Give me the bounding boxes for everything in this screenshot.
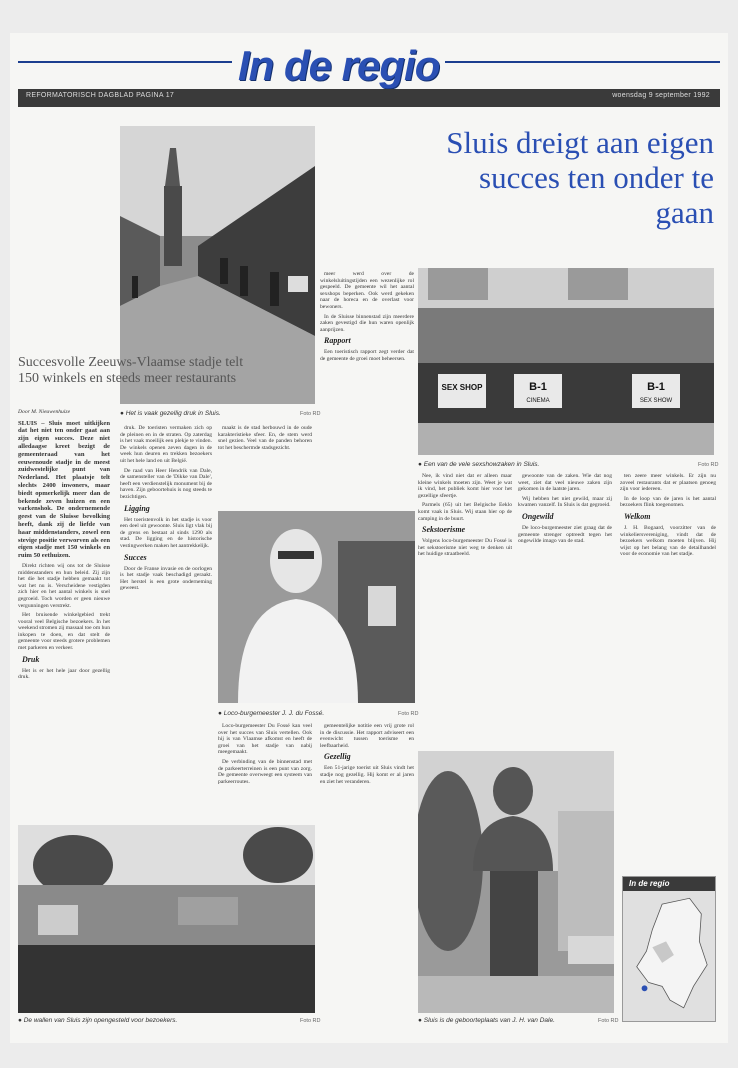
paragraph: Het bruisende winkelgebied trekt vooral veel Belgische bezoekers. In het weekend stromen zij massaal toe om hun inkopen te doen, en dat stelt de gemeente voor steeds grotere problemen met parkeren en verkeer. bbox=[18, 612, 110, 652]
paragraph: druk. De toeristen vermaken zich op de pleinen en in de straten. Op zaterdag is het vaak moeilijk een plekje te vinden. De winkels openen zeven dagen in de week hun deuren en trekken bezoekers uit het hele land en uit België. bbox=[120, 425, 212, 464]
mayor-photo bbox=[218, 511, 415, 703]
intertitle-ligging: Ligging bbox=[124, 503, 150, 513]
intertitle-rapport: Rapport bbox=[324, 336, 351, 346]
credit-shops: Foto RD bbox=[698, 462, 719, 468]
byline: Door M. Nieuwenhuize bbox=[18, 409, 71, 415]
headline: Sluis dreigt aan eigen succes ten onder te gaan bbox=[446, 125, 714, 230]
credit-moat: Foto RD bbox=[300, 1018, 321, 1024]
paragraph: Door de Franse invasie en de oorlogen is het stadje vaak beschadigd geraakt. Het herstel is een grote onderneming geweest. bbox=[120, 565, 212, 592]
intertitle-welkom: Welkom bbox=[624, 511, 651, 521]
caption-street: ● Het is vaak gezellig druk in Sluis. bbox=[120, 410, 221, 417]
lead-paragraph: SLUIS – Sluis moet uitkijken dat het niet ten onder gaat aan zijn eigen succes. Deze niet alledaagse kreet bezigt de gemeenteraad van het eeuwenoude stadje in de meest zuidwestelijke punt van Nederland. Het plaatsje telt slechts 2400 inwoners, maar biedt opmerkelijk meer dan de bekende zeven huizen en een varkenshok. De ondernemende geest van de Sluisse bevolking heeft, dank zij de liefde van haar middenstanders, zowel een stevige positie verworven als een eigen stadje met 150 winkels en ruim 50 eethuizen. bbox=[18, 419, 110, 560]
paragraph: Volgens loco-burgemeester Du Fossé is het sekstoerisme niet weg te denken uit het huidige straatbeeld. bbox=[418, 538, 512, 558]
masthead-bar bbox=[18, 89, 720, 107]
sign-b1-right: B-1 bbox=[647, 381, 665, 393]
map-title: In de regio bbox=[623, 877, 715, 891]
column-3b bbox=[218, 723, 312, 819]
caption-moat: ● De wallen van Sluis zijn opengesteld voor bezoekers. bbox=[18, 1017, 178, 1024]
paragraph: Loco-burgemeester Du Fossé kan veel over het succes van Sluis vertellen. Ook hij is van Vlaamse afkomst en heeft de groei van het stadje van nabij meegemaakt. bbox=[218, 723, 312, 756]
caption-mayor: ● Loco-burgemeester J. J. du Fossé. bbox=[218, 710, 325, 717]
column-3a bbox=[218, 425, 312, 505]
sign-sexshow: SEX SHOW bbox=[639, 398, 673, 404]
credit-street: Foto RD bbox=[300, 411, 321, 417]
credit-mayor: Foto RD bbox=[398, 711, 419, 717]
paragraph: J. H. Bogaard, voorzitter van de winkeliersvereniging, vindt dat de bezoekers welkom moeten blijven. Hij wijst op het belang van de detailhandel voor de economie van het stadje. bbox=[620, 524, 716, 558]
paragraph: gewoonte van de zaken. Wie dat nog weet, ziet dat veel nieuwe zaken zijn gekomen in de laatste jaren. bbox=[518, 473, 612, 493]
column-4a bbox=[320, 271, 414, 506]
intertitle-succes: Succes bbox=[124, 552, 147, 562]
paragraph: In de loop van de jaren is het aantal bezoekers flink toegenomen. bbox=[620, 495, 716, 509]
paper-name: REFORMATORISCH DAGBLAD PAGINA 17 bbox=[26, 92, 175, 99]
paragraph: In de Sluisse binnenstad zijn meerdere zaken gevestigd die hun waren openlijk aanprijzen. bbox=[320, 313, 414, 333]
sign-sexshop: SEX SHOP bbox=[441, 383, 483, 392]
caption-statue: ● Sluis is de geboorteplaats van J. H. van Dale. bbox=[418, 1017, 555, 1024]
statue-photo bbox=[418, 751, 614, 1013]
shops-photo bbox=[418, 268, 714, 455]
column-4b bbox=[320, 723, 414, 1019]
paragraph: Een 51-jarige toerist uit Sluis vindt het stadje nog gezellig. Hij komt er al jaren en ziet het veranderen. bbox=[320, 765, 414, 785]
section-logo: In de regio bbox=[232, 41, 445, 91]
sign-b1-left: B-1 bbox=[529, 381, 547, 393]
column-1 bbox=[18, 409, 110, 819]
paragraph: Het is er het hele jaar door gezellig druk. bbox=[18, 667, 110, 681]
sign-cinema: CINEMA bbox=[526, 398, 550, 404]
caption-shops: ● Een van de vele sexshowzaken in Sluis. bbox=[418, 461, 540, 468]
paragraph: Wij hebben het niet gewild, maar zij kwamen vanzelf. In Sluis is dat gegroeid. bbox=[518, 495, 612, 509]
column-6 bbox=[518, 473, 612, 745]
paragraph: ten zeere meer winkels. Er zijn nu zoveel restaurants dat er plaatsen genoeg zijn voor iedereen. bbox=[620, 473, 716, 493]
region-map bbox=[622, 876, 716, 1022]
netherlands-map-icon bbox=[623, 891, 715, 1021]
paragraph: meer werd over de winkelsluitingstijden een wezenlijke rol gespeeld. De gemeente wil het aantal sexshops beperken. Ook werd gekeken naar de horeca en de overlast voor bewoners. bbox=[320, 271, 414, 310]
newspaper-page bbox=[10, 33, 728, 1043]
intertitle-ongewild: Ongewild bbox=[522, 511, 554, 521]
column-7 bbox=[620, 473, 716, 869]
intertitle-gezellig: Gezellig bbox=[324, 752, 351, 762]
subhead: Succesvolle Zeeuws-Vlaamse stadje telt 150 winkels en steeds meer restaurants bbox=[18, 355, 244, 386]
paragraph: Nee, ik vind niet dat er alleen maar kleine winkels moeten zijn. Weet je wat ik vind, het publiek komt hier voor het gezellige sfeertje. bbox=[418, 473, 512, 499]
credit-statue: Foto RD bbox=[598, 1018, 619, 1024]
issue-date: woensdag 9 september 1992 bbox=[612, 92, 710, 99]
paragraph: De loco-burgemeester ziet graag dat de gemeente strenger optreedt tegen het ongewilde imago van de stad. bbox=[518, 524, 612, 545]
paragraph: Een toeristisch rapport zegt verder dat de gemeente de groei moet beheersen. bbox=[320, 349, 414, 362]
paragraph: Het toeristenvolk in het stadje is voor een deel uit gewoonte. Sluis ligt vlak bij de grens en bestaat al sinds 1290 als stad. De ligging en de historische vestingwerken maken het aantrekkelijk. bbox=[120, 516, 212, 549]
intertitle-druk: Druk bbox=[22, 654, 40, 664]
paragraph: gemeentelijke notitie een vrij grote rol in de discussie. Het rapport adviseert een evenwicht tussen toerisme en leefbaarheid. bbox=[320, 723, 414, 749]
paragraph: maakt is de stad herbouwd in de oude karakteristieke sfeer. En, de stem werd snel gezien. Veel van de panden behoren tot het beschermde stadsgezicht. bbox=[218, 425, 312, 451]
paragraph: Direkt richten wij ons tot de Sluisse middenstanders en hun beleid. Zij zijn het die het stadje hebben gemaakt tot wat het nu is. Verscheidene vestigden zich hier en het aantal winkels is snel gegroeid. Toch worden er geen nieuwe vergunningen verstrekt. bbox=[18, 562, 110, 609]
moat-photo bbox=[18, 825, 315, 1013]
paragraph: De verbinding van de binnenstad met de parkeerterreinen is een punt van zorg. De gemeente overweegt een systeem van parkeerroutes. bbox=[218, 758, 312, 785]
column-5 bbox=[418, 473, 512, 745]
column-2 bbox=[120, 425, 212, 819]
intertitle-sekstoerisme: Sekstoerisme bbox=[422, 525, 466, 535]
paragraph: De raad van Heer Hendrik van Dale, de samensteller van de 'Dikke van Dale', heeft een verdienstelijk monument bij de haven. Zijn geboortehuis is nog steeds te bezichtigen. bbox=[120, 467, 212, 500]
paragraph: Parmels (65) uit het Belgische Eeklo komt vaak in Sluis. Wij staan hier op de camping in de buurt. bbox=[418, 502, 512, 522]
